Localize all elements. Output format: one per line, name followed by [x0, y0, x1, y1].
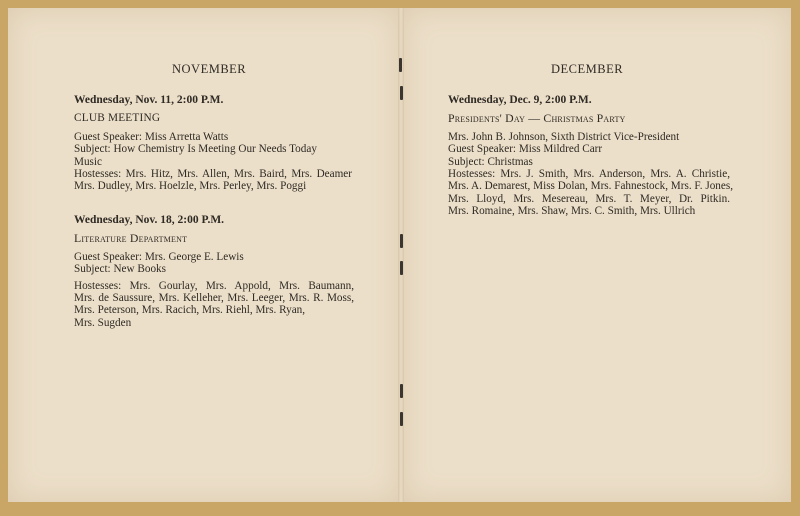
guest-speaker: Guest Speaker: Miss Arretta Watts [74, 130, 229, 143]
event-extra: Music [74, 155, 102, 168]
event-nov-18 [74, 214, 374, 329]
hostesses-line: Hostesses: Mrs. J. Smith, Mrs. Anderson, Mrs. A. Christie, [448, 168, 730, 181]
event-title: CLUB MEETING [74, 112, 161, 125]
booklet-spine [398, 8, 404, 502]
binding-stitch [400, 412, 403, 426]
binding-stitch [400, 384, 403, 398]
binding-stitch [400, 86, 403, 100]
binding-stitch [400, 261, 403, 275]
hostesses-line: Mrs. Peterson, Mrs. Racich, Mrs. Riehl, Mrs. Ryan, [74, 304, 306, 317]
hostesses-line: Mrs. Dudley, Mrs. Hoelzle, Mrs. Perley, Mrs. Poggi [74, 180, 307, 193]
hostesses-line: Mrs. Lloyd, Mrs. Mesereau, Mrs. T. Meyer, Dr. Pitkin. [448, 192, 730, 205]
event-title: Literature Department [74, 231, 188, 246]
hostesses-line: Mrs. Romaine, Mrs. Shaw, Mrs. C. Smith, Mrs. Ullrich [448, 205, 696, 218]
month-heading-december: DECEMBER [551, 62, 624, 76]
guest-speaker: Guest Speaker: Mrs. George E. Lewis [74, 250, 244, 263]
hostesses-line: Mrs. de Saussure, Mrs. Kelleher, Mrs. Leeger, Mrs. R. Moss, [74, 292, 354, 305]
event-title: Presidents' Day — Christmas Party [448, 111, 626, 126]
event-date: Wednesday, Dec. 9, 2:00 P.M. [448, 94, 592, 106]
event-date: Wednesday, Nov. 18, 2:00 P.M. [74, 214, 225, 226]
hostesses-line: Hostesses: Mrs. Gourlay, Mrs. Appold, Mrs. Baumann, [74, 279, 354, 292]
binding-stitch [400, 234, 403, 248]
hostesses-line: Hostesses: Mrs. Hitz, Mrs. Allen, Mrs. Baird, Mrs. Deamer [74, 168, 352, 181]
month-heading-november: NOVEMBER [172, 62, 247, 76]
right-page [402, 8, 791, 502]
event-date: Wednesday, Nov. 11, 2:00 P.M. [74, 94, 224, 106]
event-subject: Subject: New Books [74, 263, 166, 276]
guest-of-honor: Mrs. John B. Johnson, Sixth District Vice-President [448, 130, 680, 143]
hostesses-line: Mrs. A. Demarest, Miss Dolan, Mrs. Fahnestock, Mrs. F. Jones, [448, 180, 733, 193]
event-subject: Subject: How Chemistry Is Meeting Our Needs Today [74, 143, 317, 156]
guest-speaker: Guest Speaker: Miss Mildred Carr [448, 143, 603, 156]
binding-stitch [399, 58, 402, 72]
event-nov-11 [74, 94, 374, 193]
hostesses-line: Mrs. Sugden [74, 316, 132, 329]
event-subject: Subject: Christmas [448, 155, 533, 168]
event-dec-9 [448, 94, 758, 218]
